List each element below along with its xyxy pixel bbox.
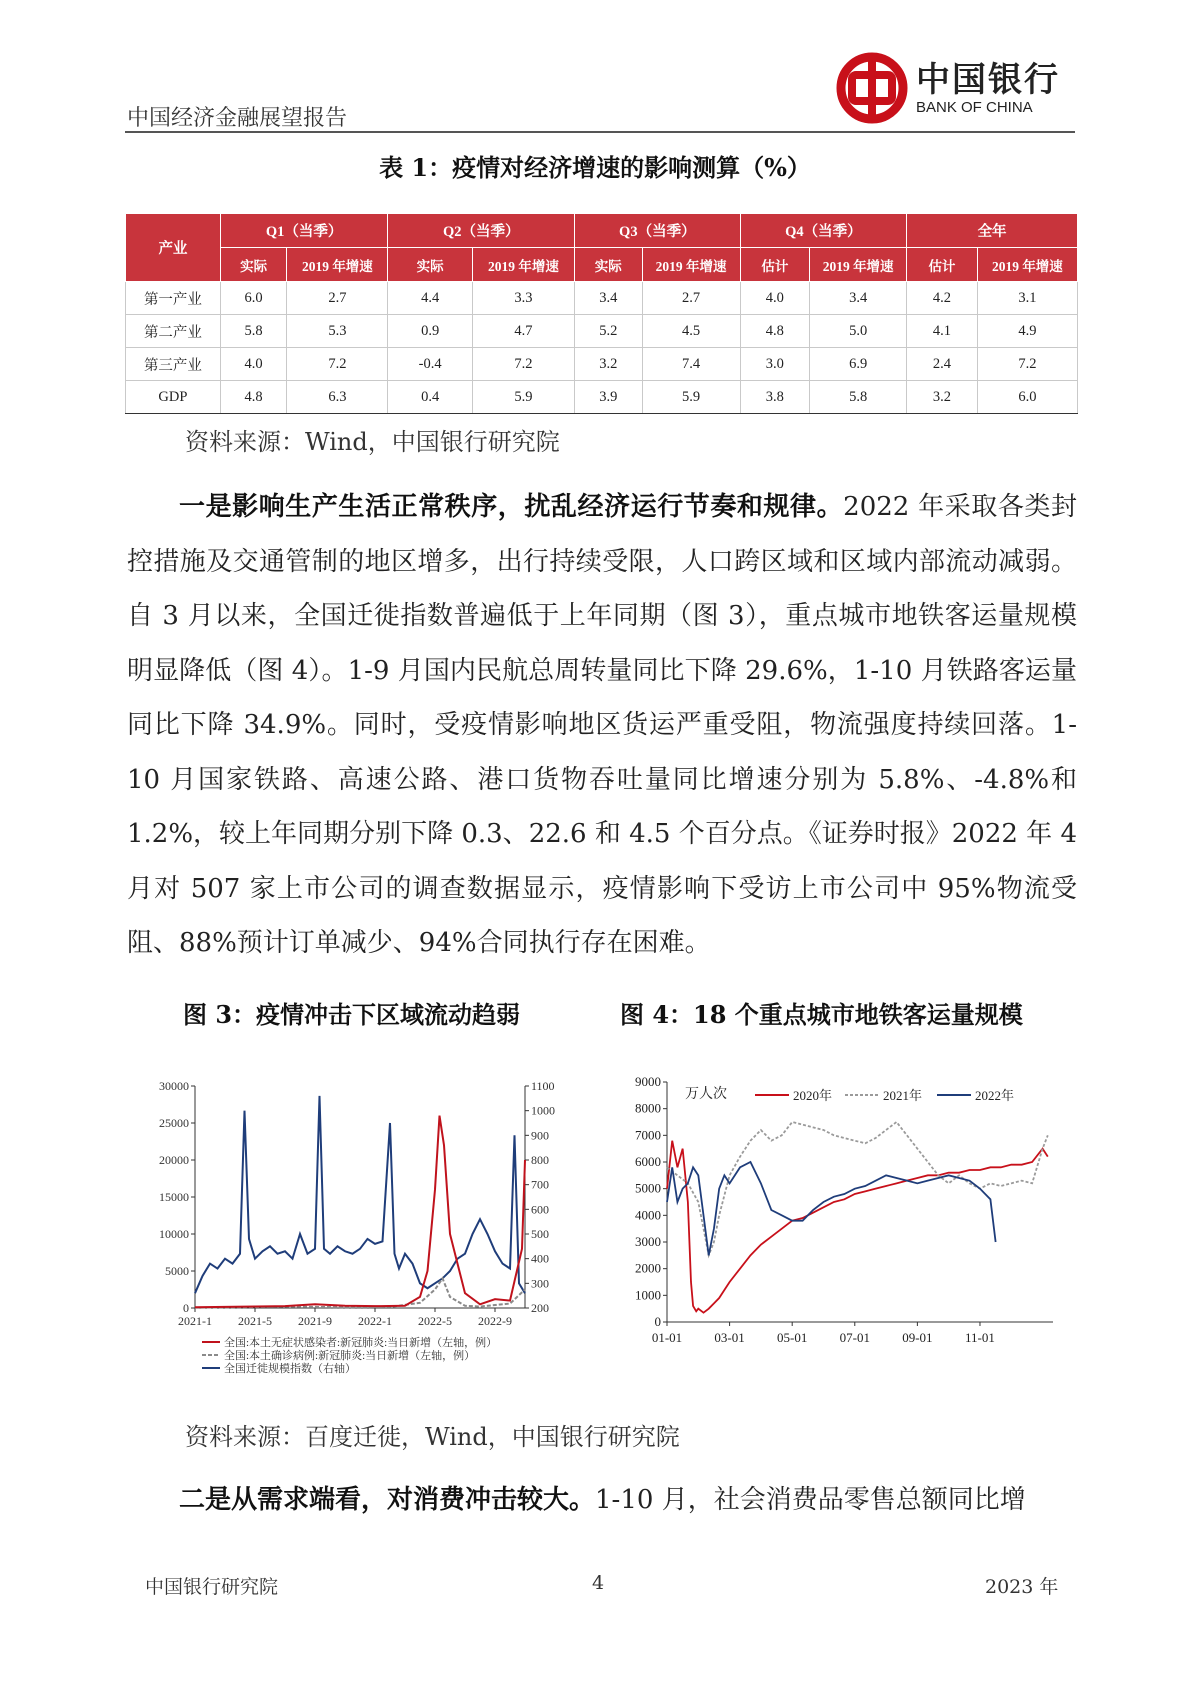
header-sub: 估计: [907, 248, 978, 282]
paragraph-2-body: 1-10 月，社会消费品零售总额同比增: [595, 1485, 1026, 1515]
footer-page-number: 4: [592, 1572, 605, 1594]
table-cell: 5.9: [642, 381, 740, 414]
table-cell: 5.8: [220, 315, 286, 348]
header-sub: 2019 年增速: [287, 248, 388, 282]
table-cell: 3.3: [472, 282, 574, 315]
table-cell: 5.8: [810, 381, 907, 414]
table-cell: -0.4: [388, 348, 472, 381]
x-tick-label: 2022-9: [478, 1314, 512, 1328]
header-sub: 估计: [740, 248, 810, 282]
table-cell: 7.2: [287, 348, 388, 381]
table-cell: 6.0: [220, 282, 286, 315]
header-group: Q4（当季）: [740, 214, 907, 248]
y-tick-label-left: 0: [183, 1301, 189, 1315]
header-group: 全年: [907, 214, 1078, 248]
figure-4-caption: 图 4：18 个重点城市地铁客运量规模: [620, 1000, 1023, 1029]
table-cell: 6.0: [977, 381, 1077, 414]
table-cell: 7.4: [642, 348, 740, 381]
y-tick-label-left: 15000: [159, 1190, 189, 1204]
x-tick-label: 2021-1: [178, 1314, 212, 1328]
y-tick-label-right: 300: [531, 1276, 549, 1291]
y-tick-label-right: 600: [531, 1202, 549, 1217]
legend-label: 2021年: [883, 1088, 923, 1103]
header-group: Q3（当季）: [575, 214, 741, 248]
figures-source: 资料来源：百度迁徙，Wind，中国银行研究院: [185, 1423, 680, 1451]
impact-table: [125, 213, 1078, 414]
paragraph-2: [127, 1473, 1077, 1528]
header-sub: 实际: [575, 248, 642, 282]
bank-logo-icon: [836, 52, 908, 124]
table-cell: 0.9: [388, 315, 472, 348]
series-line: [195, 1278, 525, 1307]
table-cell: 4.8: [740, 315, 810, 348]
legend-label: 全国迁徙规模指数（右轴）: [224, 1363, 356, 1375]
y-tick-label-right: 700: [531, 1177, 549, 1192]
paragraph-1-body: 2022 年采取各类封控措施及交通管制的地区增多，出行持续受限，人口跨区域和区域内部流动减弱。自 3 月以来，全国迁徙指数普遍低于上年同期（图 3），重点城市地铁客运量规模明显降低（图 4）。1-9 月国内民航总周转量同比下降 29.6%，1-10 月铁路客运量同比下降 34.9%。同时，受疫情影响地区货运严重受阻，物流强度持续回落。1-10 月国家铁路、高速公路、港口货物吞吐量同比增速分别为 5.8%、-4.8%和 1.2%，较上年同期分别下降 0.3、22.6 和 4.5 个百分点。《证券时报》2022 年 4 月对 507 家上市公司的调查数据显示，疫情影响下受访上市公司中 95%物流受阻、88%预计订单减少、94%合同执行存在困难。: [127, 492, 1077, 958]
y-tick-label-right: 1000: [531, 1103, 555, 1118]
y-tick-label-right: 900: [531, 1128, 549, 1143]
x-tick-label: 01-01: [651, 1330, 683, 1345]
table-row: [126, 381, 1078, 414]
x-tick-label: 07-01: [839, 1330, 870, 1345]
table-cell: 4.0: [220, 348, 286, 381]
table-cell: 5.0: [810, 315, 907, 348]
row-label: GDP: [126, 381, 221, 414]
series-line: [195, 1116, 525, 1308]
figure-3-chart: [140, 1060, 580, 1390]
table-cell: 3.0: [740, 348, 810, 381]
table-cell: 3.2: [575, 348, 642, 381]
table-caption: 表 1：疫情对经济增速的影响测算（%）: [379, 153, 811, 182]
y-tick-label-right: 400: [531, 1251, 549, 1266]
series-line: [667, 1141, 1048, 1313]
legend-label: 全国:本土确诊病例:新冠肺炎:当日新增（左轴，例）: [224, 1350, 476, 1362]
y-tick-label-left: 20000: [159, 1153, 189, 1167]
y-tick-label: 0: [654, 1314, 661, 1329]
table-cell: 3.2: [907, 381, 978, 414]
table-row: [126, 348, 1078, 381]
table-cell: 6.3: [287, 381, 388, 414]
paragraph-1: [127, 480, 1077, 971]
x-tick-label: 2021-9: [298, 1314, 332, 1328]
table-cell: 4.0: [740, 282, 810, 315]
y-tick-label: 3000: [635, 1234, 661, 1249]
y-tick-label: 7000: [635, 1127, 661, 1143]
header-group: Q2（当季）: [388, 214, 575, 248]
footer-org: 中国银行研究院: [145, 1576, 279, 1598]
y-tick-label-left: 25000: [159, 1116, 189, 1130]
footer-year: 2023 年: [985, 1576, 1059, 1598]
y-tick-label: 8000: [635, 1100, 661, 1116]
y-tick-label-left: 10000: [159, 1227, 189, 1241]
table-cell: 2.7: [287, 282, 388, 315]
table-row: [126, 315, 1078, 348]
series-line: [667, 1162, 996, 1255]
table-cell: 4.9: [977, 315, 1077, 348]
y-tick-label: 5000: [635, 1180, 661, 1196]
table-cell: 2.7: [642, 282, 740, 315]
header-sub: 2019 年增速: [810, 248, 907, 282]
figure-3-caption: 图 3：疫情冲击下区域流动趋弱: [183, 1000, 521, 1029]
y-tick-label: 1000: [635, 1287, 661, 1303]
table-cell: 4.5: [642, 315, 740, 348]
report-title: 中国经济金融展望报告: [127, 106, 348, 131]
table-cell: 4.4: [388, 282, 472, 315]
header-industry: 产业: [126, 214, 221, 282]
table-cell: 4.7: [472, 315, 574, 348]
row-label: 第一产业: [126, 282, 221, 315]
x-tick-label: 03-01: [714, 1330, 745, 1345]
table-cell: 3.8: [740, 381, 810, 414]
x-tick-label: 09-01: [902, 1330, 933, 1345]
row-label: 第三产业: [126, 348, 221, 381]
y-tick-label-left: 5000: [165, 1264, 189, 1278]
table-cell: 4.1: [907, 315, 978, 348]
table-source: 资料来源：Wind，中国银行研究院: [185, 428, 560, 456]
y-tick-label: 6000: [635, 1154, 661, 1169]
table-cell: 3.4: [810, 282, 907, 315]
logo-english-name: BANK OF CHINA: [916, 99, 1033, 116]
figure-4-chart: [615, 1060, 1075, 1390]
table-cell: 4.8: [220, 381, 286, 414]
paragraph-2-lead: 二是从需求端看，对消费冲击较大。: [179, 1485, 596, 1515]
header-group: Q1（当季）: [220, 214, 388, 248]
table-cell: 5.3: [287, 315, 388, 348]
table-cell: 2.4: [907, 348, 978, 381]
header-divider: [125, 131, 1075, 133]
table-cell: 3.1: [977, 282, 1077, 315]
legend-label: 全国:本土无症状感染者:新冠肺炎:当日新增（左轴，例）: [224, 1337, 498, 1349]
y-tick-label-right: 500: [531, 1227, 549, 1241]
header-sub: 实际: [220, 248, 286, 282]
header-sub: 2019 年增速: [977, 248, 1077, 282]
header-sub: 实际: [388, 248, 472, 282]
legend-label: 2022年: [975, 1088, 1015, 1103]
x-tick-label: 05-01: [777, 1330, 808, 1345]
y-tick-label-right: 800: [531, 1153, 549, 1167]
table-cell: 7.2: [472, 348, 574, 381]
header-sub: 2019 年增速: [472, 248, 574, 282]
table-cell: 4.2: [907, 282, 978, 315]
table-row: [126, 282, 1078, 315]
y-tick-label-right: 1100: [531, 1079, 555, 1093]
legend-label: 2020年: [793, 1088, 833, 1103]
paragraph-1-lead: 一是影响生产生活正常秩序，扰乱经济运行节奏和规律。: [179, 492, 844, 522]
table-cell: 7.2: [977, 348, 1077, 381]
logo-chinese-name: 中国银行: [916, 60, 1060, 100]
y-tick-label: 9000: [635, 1074, 661, 1089]
table-cell: 5.2: [575, 315, 642, 348]
x-tick-label: 2021-5: [238, 1314, 272, 1328]
x-tick-label: 2022-1: [358, 1314, 392, 1328]
series-line: [195, 1096, 525, 1293]
row-label: 第二产业: [126, 315, 221, 348]
y-tick-label: 2000: [635, 1260, 661, 1276]
unit-label: 万人次: [685, 1087, 727, 1102]
x-tick-label: 11-01: [965, 1330, 995, 1345]
table-cell: 6.9: [810, 348, 907, 381]
header-sub: 2019 年增速: [642, 248, 740, 282]
table-cell: 0.4: [388, 381, 472, 414]
y-tick-label-right: 200: [531, 1301, 549, 1315]
table-cell: 3.9: [575, 381, 642, 414]
y-tick-label: 4000: [635, 1207, 661, 1223]
table-cell: 5.9: [472, 381, 574, 414]
table-cell: 3.4: [575, 282, 642, 315]
y-tick-label-left: 30000: [159, 1079, 189, 1093]
x-tick-label: 2022-5: [418, 1314, 452, 1328]
